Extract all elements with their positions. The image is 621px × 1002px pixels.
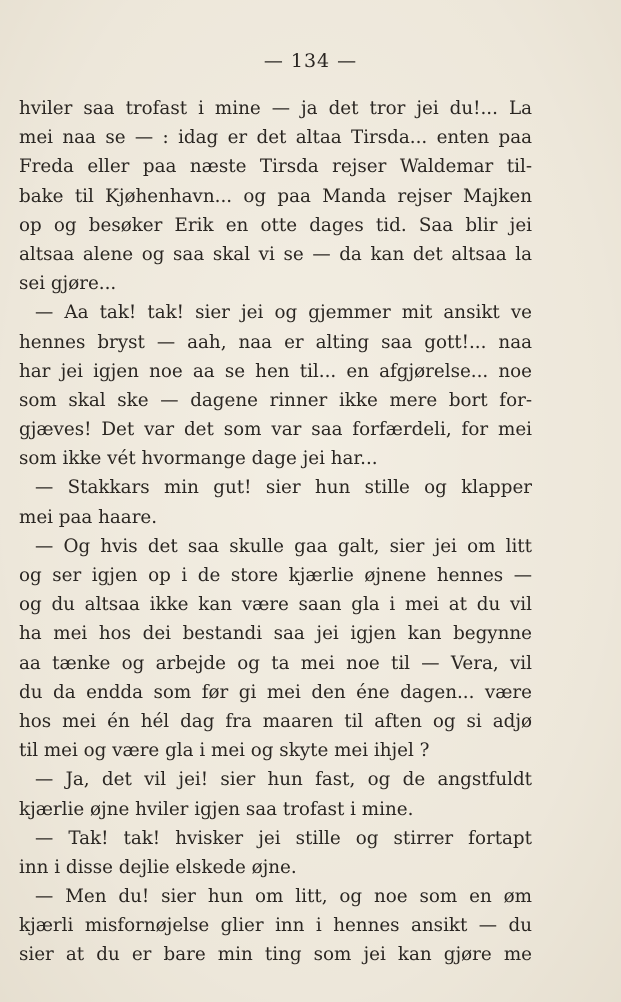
- text-line: og ser igjen op i de store kjærlie øjnene hennes —: [19, 565, 532, 586]
- text-line: aa tænke og arbejde og ta mei noe til — Vera, vil: [19, 652, 532, 674]
- text-line: har jei igjen noe aa se hen til... en afgjørelse... noe: [19, 360, 532, 382]
- text-line: hennes bryst — aah, naa er alting saa gott!... naa: [19, 331, 532, 353]
- text-line: gjæves! Det var det som var saa forfærdeli, for mei: [19, 419, 532, 441]
- text-line: og du altsaa ikke kan være saan gla i mei at du vil: [19, 594, 532, 616]
- text-line: kjærli misfornøjelse glier inn i hennes ansikt — du: [19, 915, 532, 937]
- text-line: du da endda som før gi mei den éne dagen... være: [19, 681, 532, 703]
- text-line: — Men du! sier hun om litt, og noe som en øm: [35, 886, 532, 908]
- page-number: — 134 —: [263, 50, 358, 72]
- text-line: ha mei hos dei bestandi saa jei igjen kan begynne: [19, 623, 532, 645]
- text-line: — Tak! tak! hvisker jei stille og stirrer fortapt: [35, 827, 532, 849]
- text-line: mei naa se — : idag er det altaa Tirsda... enten paa: [19, 127, 532, 149]
- text-line: — Ja, det vil jei! sier hun fast, og de angstfuldt: [35, 769, 532, 791]
- text-line: inn i disse dejlie elskede øjne.: [19, 856, 297, 878]
- text-line: mei paa haare.: [19, 506, 158, 528]
- text-line: hviler saa trofast i mine — ja det tror jei du!... La: [19, 98, 532, 119]
- text-line: til mei og være gla i mei og skyte mei ihjel ?: [19, 740, 430, 762]
- page-text: [19, 94, 532, 970]
- text-line: kjærlie øjne hviler igjen saa trofast i mine.: [19, 798, 414, 820]
- text-line: — Stakkars min gut! sier hun stille og klapper: [35, 477, 532, 499]
- text-line: sier at du er bare min ting som jei kan gjøre me: [19, 944, 532, 966]
- text-line: Freda eller paa næste Tirsda rejser Waldemar til-: [19, 156, 532, 178]
- text-line: altsaa alene og saa skal vi se — da kan det altsaa la: [19, 243, 532, 265]
- text-line: som skal ske — dagene rinner ikke mere bort for-: [19, 389, 532, 411]
- text-line: sei gjøre...: [19, 273, 117, 295]
- text-line: bake til Kjøhenhavn... og paa Manda rejser Majken: [19, 185, 532, 207]
- text-line: — Aa tak! tak! sier jei og gjemmer mit ansikt ve: [35, 302, 532, 324]
- text-line: op og besøker Erik en otte dages tid. Saa blir jei: [19, 214, 532, 236]
- text-line: — Og hvis det saa skulle gaa galt, sier jei om litt: [35, 535, 532, 557]
- text-line: hos mei én hél dag fra maaren til aften og si adjø: [19, 710, 532, 732]
- text-line: som ikke vét hvormange dage jei har...: [19, 448, 378, 470]
